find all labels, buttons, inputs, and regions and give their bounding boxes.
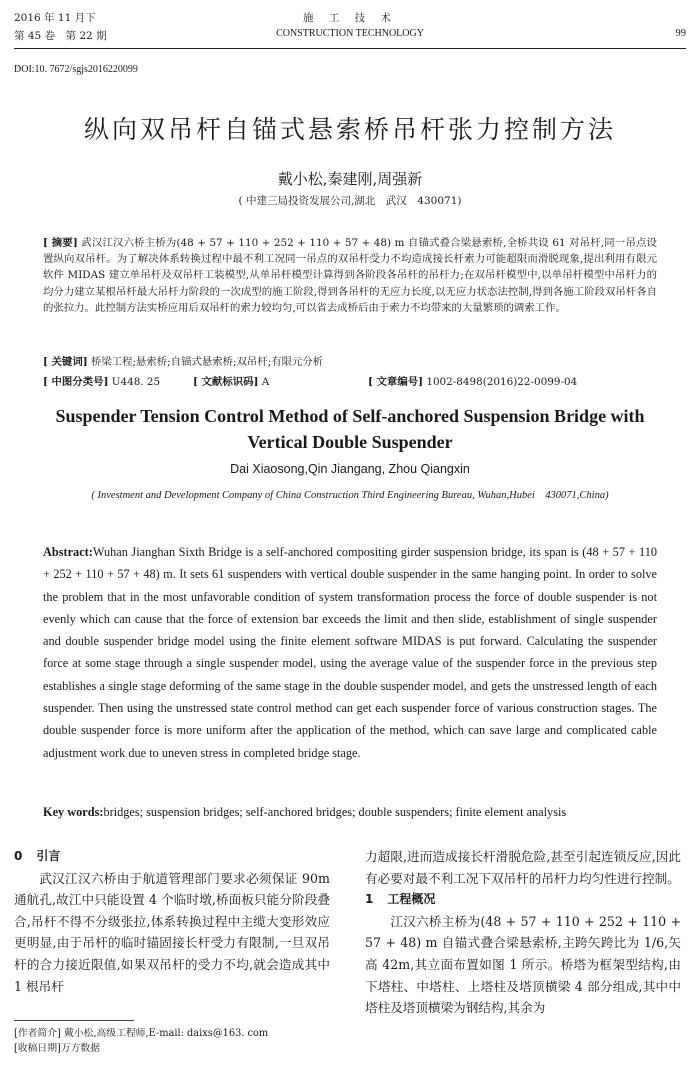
body-column-right [365, 846, 681, 1019]
abstract-en-text: Wuhan Jianghan Sixth Bridge is a self-anchored compositing girder suspension bridge, its span is (48 + 57 + 110 + 252 + 110 + 57 + 48) m. It sets 61 suspenders with vertical double suspender in the same hanging point. In order to solve the problem that in the most unfavorable condition of system transformation process the force of double suspender is not evenly which can cause that the force of extension bar exceeds the limit and then slide, establishment of single suspender and double suspender bridge model using the finite element software MIDAS is put forward. Calculating the suspender force at some stage through a single suspender model, using the average value of the suspender force in the previous step establishes a single stage deforming of the same stage in the double suspender model, and gets the unstressed length of each suspender. Then using the unstressed state control method can get each suspender force of various construction stages. The double suspender force is more uniform after the application of the method, which can save large and complicated cable adjustment work due to uneven stress in completed bridge stage. [43, 545, 657, 760]
section-heading-intro: 0 引言 [14, 849, 61, 863]
header-rule [14, 48, 686, 49]
footnote-rule [14, 1020, 134, 1021]
author-bio: [作者简介] 戴小松,高级工程师,E-mail: daixs@163. com [14, 1028, 269, 1039]
abstract-cn [43, 235, 657, 316]
received-date: [收稿日期]万方数据 [14, 1043, 101, 1054]
page-number: 99 [675, 28, 686, 39]
title-en: Suspender Tension Control Method of Self-anchored Suspension Bridge with Vertical Double Suspender [55, 406, 645, 452]
doi: DOI:10. 7672/sgjs2016220099 [14, 64, 138, 75]
affiliation-en: ( Investment and Development Company of China Construction Third Engineering Bureau, Wuhan,Hubei 430071,China) [91, 490, 609, 501]
abstract-cn-text: 武汉江汉六桥主桥为(48 + 57 + 110 + 252 + 110 + 57 + 48) m 自锚式叠合梁悬索桥,全桥共设 61 对吊杆,同一吊点设置纵向双吊杆。为了解决体系转换过程中最不利工况同一吊点的双吊杆受力不均造成接长杆索力可能超限而滑脱现象,提出利用有限元软件 MIDAS 建立单吊杆及双吊杆工装模型,从单吊杆模型计算得到各阶段各吊杆的吊杆力;在双吊杆模型中,以单吊杆模型中吊杆力的均分力建立某根吊杆最大吊杆力阶段的一次成型的施工阶段,得到各吊杆的无应力长度,以无应力状态法控制,得到各施工阶段双吊杆各自的张拉力。此控制方法实桥应用后双吊杆的索力较均匀,可以省去成桥后由于索力不均带来的大量繁琐的调索工作。 [43, 237, 657, 314]
authors-cn: 戴小松,秦建刚,周强新 [277, 170, 423, 188]
affiliation-cn: ( 中建三局投资发展公司,湖北 武汉 430071) [238, 195, 462, 207]
footnote [14, 1026, 268, 1056]
watermark: 万方数据 [60, 1043, 101, 1054]
keywords-cn-text: 桥梁工程;悬索桥;自锚式悬索桥;双吊杆;有限元分析 [90, 356, 324, 368]
paragraph-overview: 江汉六桥主桥为(48 + 57 + 110 + 252 + 110 + 57 + 48) m 自锚式叠合梁悬索桥,主跨矢跨比为 1/6,矢高 42m,其立面布置如图 1 所示。桥塔为框架型结构,由下塔柱、中塔柱、上塔柱及塔顶横梁 4 部分组成,其中中塔柱及塔顶横梁为钢结构,其余为 [365, 913, 681, 1016]
keywords-cn [43, 353, 657, 368]
journal-name-en: CONSTRUCTION TECHNOLOGY [276, 28, 424, 39]
abstract-cn-label: [ 摘要] [43, 237, 78, 249]
doc-code: [ 文献标识码] A [193, 376, 270, 388]
section-heading-overview: 1 工程概况 [365, 892, 436, 907]
article-number: [ 文章编号] 1002-8498(2016)22-0099-04 [368, 376, 578, 388]
paragraph-intro-cont: 力超限,进而造成接长杆滑脱危险,甚至引起连锁反应,因此有必要对最不利工况下双吊杆的吊杆力均匀性进行控制。 [365, 849, 681, 886]
journal-name-cn: 施 工 技 术 [302, 12, 397, 24]
body-column-left [14, 846, 330, 997]
keywords-cn-label: [ 关键词] [43, 356, 88, 368]
authors-en: Dai Xiaosong,Qin Jiangang, Zhou Qiangxin [230, 462, 470, 476]
clc-code: [ 中图分类号] U448. 25 [43, 376, 161, 388]
paragraph-intro: 武汉江汉六桥由于航道管理部门要求必须保证 90m 通航孔,故江中只能设置 4 个临时墩,桥面板只能分阶段叠合,吊杆不得不分级张拉,体系转换过程中主缆大变形效应更明显,由于吊杆的临时锚固接长杆受力有限制,一旦双吊杆的合力接近限值,如果双吊杆的受力不均,就会造成其中 1 根吊杆 [14, 870, 330, 994]
abstract-en [43, 541, 657, 764]
running-header [14, 10, 686, 46]
keywords-en [43, 805, 657, 820]
volume-issue: 第 45 卷 第 22 期 [14, 30, 107, 42]
abstract-en-label: Abstract: [43, 545, 93, 559]
issue-date: 2016 年 11 月下 [14, 12, 96, 24]
title-cn: 纵向双吊杆自锚式悬索桥吊杆张力控制方法 [83, 115, 616, 144]
keywords-en-text: bridges; suspension bridges; self-anchored bridges; double suspenders; finite element analysis [103, 805, 567, 819]
keywords-en-label: Key words: [43, 805, 104, 819]
